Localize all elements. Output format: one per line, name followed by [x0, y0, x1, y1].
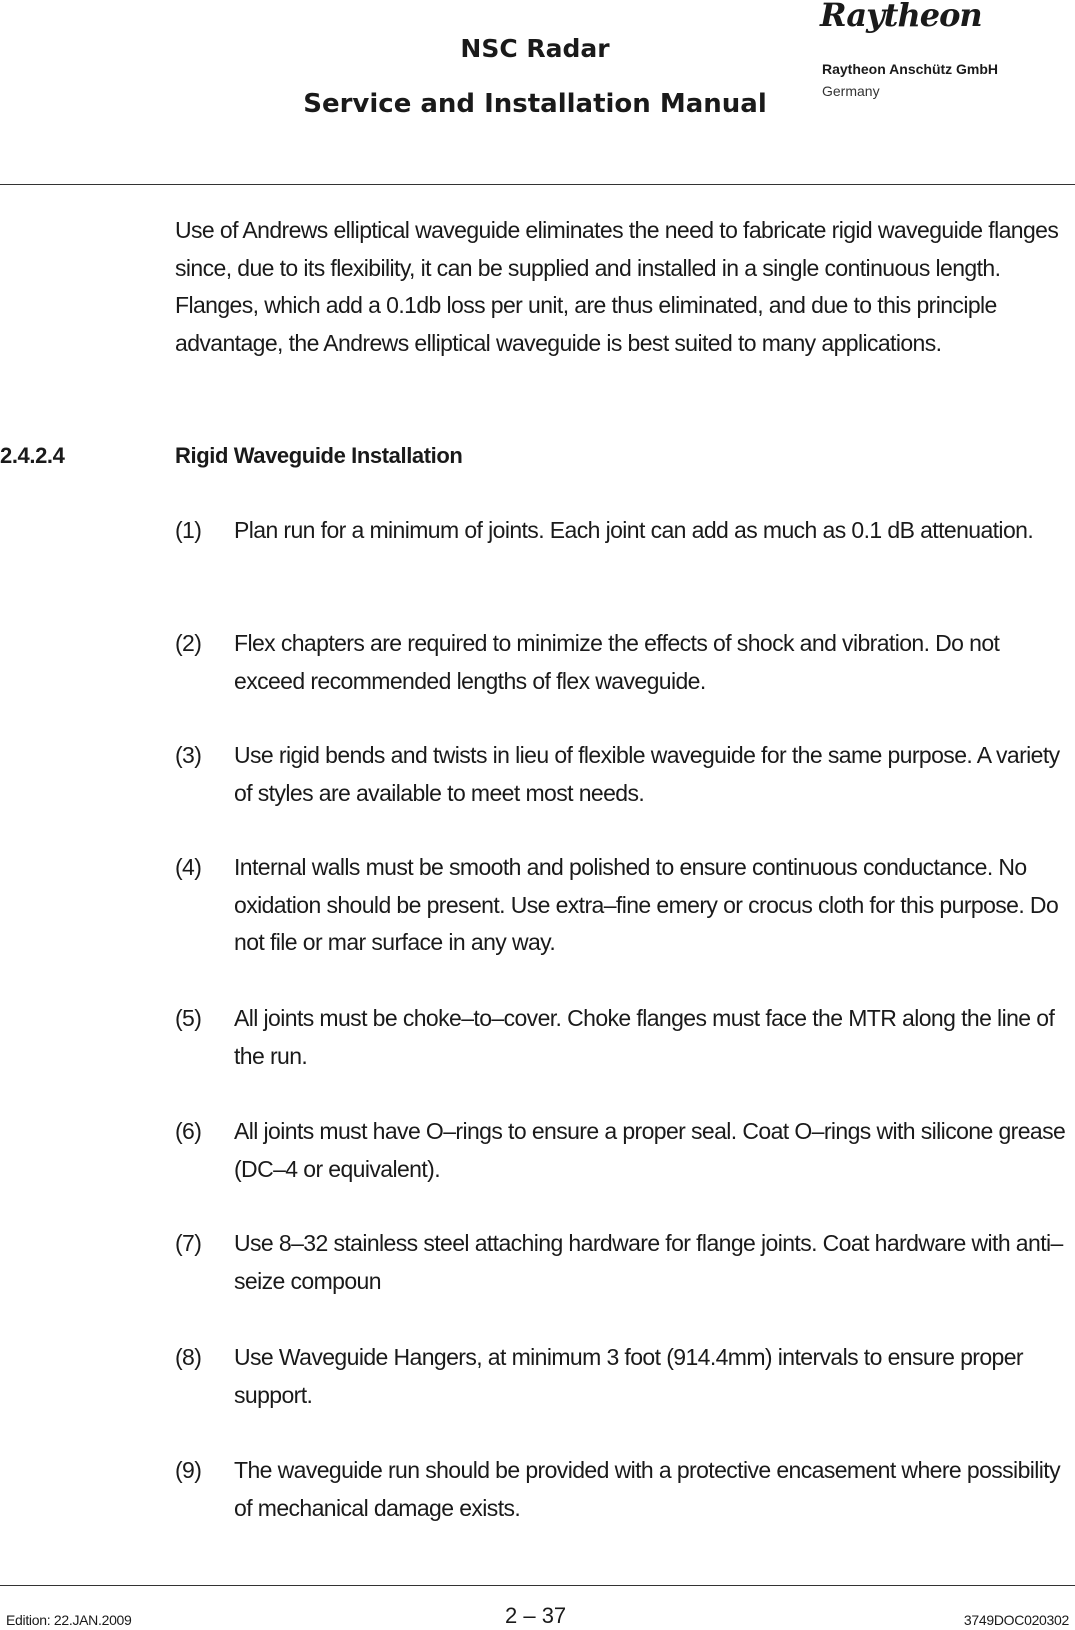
document-subtitle: Service and Installation Manual	[303, 89, 767, 119]
list-item-number: (9)	[175, 1457, 202, 1483]
list-item-text: All joints must have O–rings to ensure a proper seal. Coat O–rings with silicone grease (DC–4 or equivalent).	[234, 1118, 1066, 1182]
header-divider	[0, 184, 1075, 185]
intro-text: Use of Andrews elliptical waveguide eliminates the need to fabricate rigid waveguide flanges since, due to its flexibility, it can be supplied and installed in a single continuous length. Flanges, which add a 0.1db loss per unit, are thus eliminated, and due to this principle advantage, the Andrews elliptical waveguide is best suited to many applications.	[175, 217, 1059, 356]
list-item-number: (4)	[175, 854, 202, 880]
list-item-text: Internal walls must be smooth and polished to ensure continuous conductance. No oxidation should be present. Use extra–fine emery or crocus cloth for this purpose. Do not file or mar surface in any way.	[234, 854, 1059, 955]
list-item-text: All joints must be choke–to–cover. Choke flanges must face the MTR along the line of the run.	[234, 1005, 1055, 1069]
section-title: Rigid Waveguide Installation	[175, 443, 463, 468]
list-item-number: (7)	[175, 1230, 202, 1256]
company-country: Germany	[822, 83, 880, 99]
section-number: 2.4.2.4	[0, 443, 65, 468]
intro-paragraph	[175, 212, 1075, 362]
list-item-text: Use 8–32 stainless steel attaching hardware for flange joints. Coat hardware with anti–seize compoun	[234, 1230, 1063, 1294]
list-item-number: (6)	[175, 1118, 202, 1144]
list-item-text: Use rigid bends and twists in lieu of flexible waveguide for the same purpose. A variety of styles are available to meet most needs.	[234, 742, 1060, 806]
list-item-number: (5)	[175, 1005, 202, 1031]
footer-edition: Edition: 22.JAN.2009	[6, 1612, 132, 1628]
list-item-text: Plan run for a minimum of joints. Each joint can add as much as 0.1 dB attenuation.	[234, 517, 1034, 543]
list-item-text: The waveguide run should be provided with a protective encasement where possibility of mechanical damage exists.	[234, 1457, 1060, 1521]
list-item-number: (3)	[175, 742, 202, 768]
list-item-text: Flex chapters are required to minimize the effects of shock and vibration. Do not exceed recommended lengths of flex waveguide.	[234, 630, 1000, 694]
company-logo: Raytheon	[820, 0, 982, 34]
footer-page-number: 2 – 37	[505, 1603, 567, 1628]
footer-document-id: 3749DOC020302	[963, 1612, 1069, 1628]
list-item-number: (2)	[175, 630, 202, 656]
document-title: NSC Radar	[460, 34, 610, 63]
list-item-text: Use Waveguide Hangers, at minimum 3 foot (914.4mm) intervals to ensure proper support.	[234, 1344, 1023, 1408]
company-name: Raytheon Anschütz GmbH	[822, 61, 999, 77]
footer-divider	[0, 1585, 1075, 1586]
list-item-number: (1)	[175, 517, 202, 543]
list-item-number: (8)	[175, 1344, 202, 1370]
